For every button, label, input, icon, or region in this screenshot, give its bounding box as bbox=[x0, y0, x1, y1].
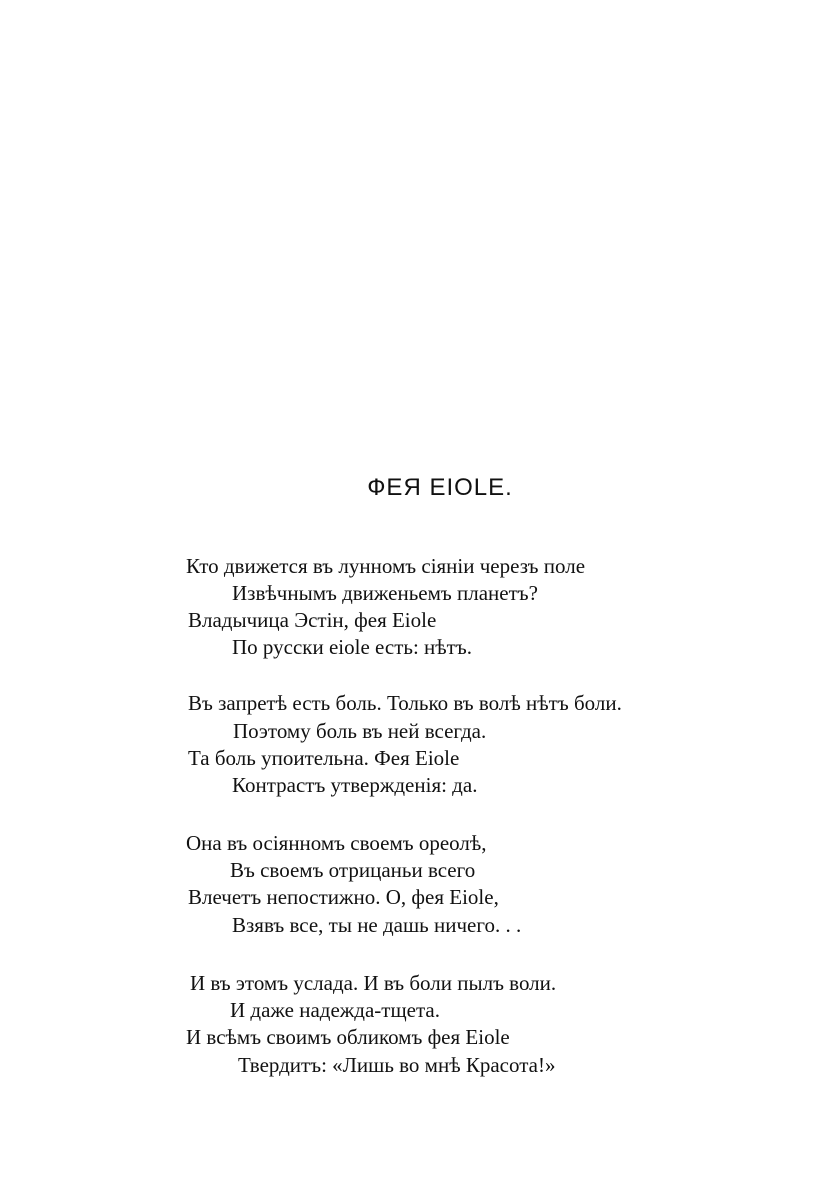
poem-line: Она въ осіянномъ своемъ ореолѣ, bbox=[186, 831, 487, 855]
poem-line: И даже надежда-тщета. bbox=[230, 998, 440, 1022]
poem-line: Извѣчнымъ движеньемъ планетъ? bbox=[232, 581, 538, 605]
poem-line: По русски eiole есть: нѣтъ. bbox=[232, 635, 472, 659]
poem-line: Кто движется въ лунномъ сіяніи черезъ поле bbox=[186, 554, 586, 578]
poem-line: Влечетъ непостижно. О, фея Eiole, bbox=[188, 885, 499, 909]
poem-line: Контрастъ утвержденія: да. bbox=[232, 773, 478, 797]
poem-title: ФЕЯ EIOLE. bbox=[367, 474, 513, 501]
poem-line: Та боль упоительна. Фея Eiole bbox=[188, 746, 460, 770]
poem-line: Взявъ все, ты не дашь ничего. . . bbox=[232, 913, 522, 937]
poem-line: И всѣмъ своимъ обликомъ фея Eiole bbox=[186, 1025, 510, 1049]
poem-line: Въ запретѣ есть боль. Только въ волѣ нѣтъ боли. bbox=[188, 691, 622, 715]
poem-line: Владычица Эстін, фея Eiole bbox=[188, 608, 437, 632]
poem-line: Твердитъ: «Лишь во мнѣ Красота!» bbox=[238, 1053, 556, 1077]
poem-line: Въ своемъ отрицаньи всего bbox=[230, 858, 476, 882]
poem-line: Поэтому боль въ ней всегда. bbox=[233, 719, 487, 743]
poem-line: И въ этомъ услада. И въ боли пылъ воли. bbox=[190, 971, 557, 995]
